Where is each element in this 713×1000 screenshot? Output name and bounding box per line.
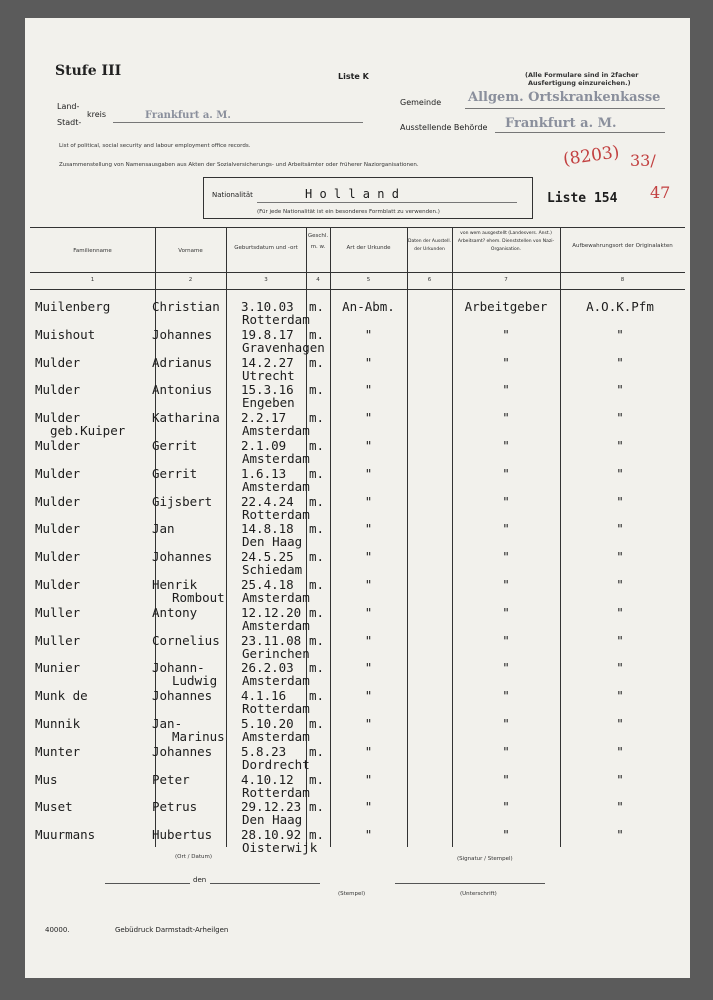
document-type-cell: " xyxy=(364,354,373,370)
col-num-3: 3 xyxy=(264,277,268,283)
stempel-label: (Stempel) xyxy=(338,891,366,897)
surname-cell: Mulder xyxy=(35,354,81,370)
liste-label: Liste K xyxy=(338,72,369,81)
birthdate-cell: 24.5.25 xyxy=(241,549,294,565)
birthplace-cell: Amsterdam xyxy=(242,673,310,689)
stufe-label: Stufe III xyxy=(55,63,122,79)
kreis-underline xyxy=(113,122,363,123)
col-head-6-text: Daten der Ausstell. der Urkunden xyxy=(407,239,452,252)
birthdate-cell: 15.3.16 xyxy=(241,382,294,398)
archive-cell: " xyxy=(616,688,624,704)
birthplace-cell: Utrecht xyxy=(242,367,295,383)
issuer-cell: " xyxy=(502,354,510,370)
birthplace-cell: Amsterdam xyxy=(242,478,310,494)
behoerde-stamp: Frankfurt a. M. xyxy=(505,116,617,131)
surname-cell: Mulder xyxy=(35,382,81,398)
archive-cell: " xyxy=(616,493,624,509)
col-head-4-text: Geschl. m. w. xyxy=(307,233,329,250)
header-bottom-border xyxy=(30,289,685,290)
table-row xyxy=(30,549,685,577)
table-row xyxy=(30,799,685,827)
issuer-cell: " xyxy=(502,771,510,787)
col-num-1: 1 xyxy=(90,277,95,283)
col-head-1: Familienname xyxy=(73,248,112,254)
signature-line xyxy=(395,883,545,884)
birthplace-cell: Den Haag xyxy=(242,534,303,550)
table-row xyxy=(30,327,685,355)
issuer-cell: " xyxy=(502,688,510,704)
col-num-4: 4 xyxy=(316,277,320,283)
den-line-right xyxy=(210,883,320,884)
birthdate-cell: 4.10.12 xyxy=(241,771,294,787)
sex-cell: m. xyxy=(309,549,325,565)
birthdate-cell: 4.1.16 xyxy=(241,688,287,704)
document-type-cell: An-Abm. xyxy=(342,299,395,314)
firstname-cell: Johann- xyxy=(152,660,205,676)
birthdate-cell: 5.10.20 xyxy=(241,716,294,731)
sex-cell: m. xyxy=(309,604,325,620)
table-row xyxy=(30,438,685,466)
issuer-cell: " xyxy=(502,326,510,342)
firstname-cell: Gerrit xyxy=(152,465,198,481)
records-table xyxy=(30,227,685,856)
archive-cell: " xyxy=(616,632,624,648)
col-head-4 xyxy=(306,231,330,253)
archive-cell: " xyxy=(616,326,624,342)
issuer-cell: " xyxy=(502,660,510,676)
birthplace-cell: Den Haag xyxy=(242,812,303,828)
behoerde-label: Ausstellende Behörde xyxy=(400,123,488,132)
surname-cell: Muishout xyxy=(35,326,96,342)
archive-cell: " xyxy=(616,716,624,731)
archive-cell: " xyxy=(616,604,624,620)
col-head-8 xyxy=(560,242,685,251)
list-english: List of political, social security and labour employment office records. xyxy=(59,143,251,149)
firstname-cell: Jan xyxy=(152,521,175,537)
col-head-7 xyxy=(452,230,560,254)
unterschrift-label: (Unterschrift) xyxy=(460,891,497,897)
land-label: Land- xyxy=(57,102,80,111)
archive-cell: " xyxy=(616,465,624,481)
document-type-cell: " xyxy=(364,799,373,815)
sex-cell: m. xyxy=(309,716,325,731)
surname-cell: Mulder xyxy=(35,465,81,481)
document-type-cell: " xyxy=(364,326,373,342)
surname-cell: Muller xyxy=(35,632,81,648)
kreis-stamp: Frankfurt a. M. xyxy=(145,110,231,121)
birthdate-cell: 22.4.24 xyxy=(241,493,294,509)
document-type-cell: " xyxy=(364,493,373,509)
firstname-cell: Henrik xyxy=(152,577,198,592)
firstname-cell: Johannes xyxy=(152,549,213,565)
sex-cell: m. xyxy=(309,493,325,509)
surname-cell: Mulder xyxy=(35,493,81,509)
ort-datum-label: (Ort / Datum) xyxy=(175,854,212,860)
table-row xyxy=(30,772,685,800)
nationality-label: Nationalität xyxy=(212,191,253,199)
document-type-cell: " xyxy=(364,688,373,704)
surname-cell: Muset xyxy=(35,799,73,815)
gemeinde-label: Gemeinde xyxy=(400,98,442,107)
birthplace-cell: Engeben xyxy=(242,395,295,411)
table-top-border xyxy=(30,227,685,228)
sex-cell: m. xyxy=(309,660,325,676)
issuer-cell: " xyxy=(502,438,510,453)
issuer-cell: " xyxy=(502,632,510,648)
firstname-cell: Christian xyxy=(152,299,220,314)
birthdate-cell: 5.8.23 xyxy=(241,743,287,759)
firstname-cell: Gijsbert xyxy=(152,493,213,509)
col-head-6 xyxy=(407,238,452,254)
firstname-line2-cell: Marinus xyxy=(172,729,225,744)
list-german: Zusammenstellung von Namensausgaben aus Akten der Sozialversicherungs- und Arbeitsämter oder früherer Naziorganisationen. xyxy=(59,162,419,168)
birthdate-cell: 2.1.09 xyxy=(241,438,287,453)
birthplace-cell: Rotterdam xyxy=(242,784,310,800)
sex-cell: m. xyxy=(309,326,325,342)
handwritten-fraction-bottom: 47 xyxy=(650,183,671,202)
document-type-cell: " xyxy=(364,410,373,426)
sex-cell: m. xyxy=(309,743,325,759)
liste-number: Liste 154 xyxy=(547,191,618,206)
sex-cell: m. xyxy=(309,438,325,453)
surname-cell: Mulder xyxy=(35,438,81,453)
document-type-cell: " xyxy=(364,577,373,592)
sex-cell: m. xyxy=(309,410,325,426)
document-type-cell: " xyxy=(364,549,373,565)
document-type-cell: " xyxy=(364,827,373,843)
firstname-cell: Cornelius xyxy=(152,632,220,648)
note-line-1: (Alle Formulare sind in 2facher xyxy=(525,71,639,79)
issuer-cell: " xyxy=(502,521,510,537)
table-row xyxy=(30,660,685,688)
den-line-left xyxy=(105,883,190,884)
col-head-8-text: Aufbewahrungsort der Originalakten xyxy=(572,243,673,249)
header-number-border xyxy=(30,272,685,273)
table-row xyxy=(30,605,685,633)
birthdate-cell: 28.10.92 xyxy=(241,827,302,843)
document-type-cell: " xyxy=(364,382,373,398)
birthplace-cell: Rotterdam xyxy=(242,701,310,717)
birthplace-cell: Dordrecht xyxy=(242,756,310,772)
archive-cell: A.O.K.Pfm xyxy=(586,299,654,314)
issuer-cell: " xyxy=(502,410,510,426)
sex-cell: m. xyxy=(309,299,325,314)
birthplace-cell: Amsterdam xyxy=(242,423,310,439)
birthplace-cell: Amsterdam xyxy=(242,617,310,633)
archive-cell: " xyxy=(616,438,624,453)
document-type-cell: " xyxy=(364,465,373,481)
archive-cell: " xyxy=(616,827,624,843)
issuer-cell: " xyxy=(502,716,510,731)
issuer-cell: " xyxy=(502,827,510,843)
gemeinde-stamp: Allgem. Ortskrankenkasse xyxy=(468,90,661,105)
nationality-underline xyxy=(257,202,517,203)
sex-cell: m. xyxy=(309,354,325,370)
firstname-cell: Gerrit xyxy=(152,438,198,453)
firstname-cell: Peter xyxy=(152,771,190,787)
archive-cell: " xyxy=(616,354,624,370)
firstname-cell: Jan- xyxy=(152,716,183,731)
col-head-2: Vorname xyxy=(178,248,203,254)
birthdate-cell: 14.2.27 xyxy=(241,354,294,370)
issuer-cell: " xyxy=(502,577,510,592)
firstname-cell: Petrus xyxy=(152,799,198,815)
table-row xyxy=(30,577,685,605)
birthdate-cell: 12.12.20 xyxy=(241,604,302,620)
surname-cell: Mulder xyxy=(35,577,81,592)
document-type-cell: " xyxy=(364,660,373,676)
surname-cell: Muller xyxy=(35,604,81,620)
print-number: 40000. xyxy=(45,926,70,934)
firstname-cell: Johannes xyxy=(152,688,213,704)
surname-cell: Mulder xyxy=(35,410,81,426)
birthdate-cell: 19.8.17 xyxy=(241,326,294,342)
firstname-line2-cell: Rombout xyxy=(172,590,225,605)
firstname-cell: Adrianus xyxy=(152,354,213,370)
sex-cell: m. xyxy=(309,382,325,398)
table-row xyxy=(30,744,685,772)
document-type-cell: " xyxy=(364,632,373,648)
archive-cell: " xyxy=(616,743,624,759)
firstname-cell: Antonius xyxy=(152,382,213,398)
table-row xyxy=(30,494,685,522)
archive-cell: " xyxy=(616,660,624,676)
col-head-3 xyxy=(226,244,306,253)
archive-cell: " xyxy=(616,577,624,592)
archive-cell: " xyxy=(616,410,624,426)
birthdate-cell: 26.2.03 xyxy=(241,660,294,676)
col-head-5 xyxy=(330,244,407,253)
birthdate-cell: 23.11.08 xyxy=(241,632,302,648)
sex-cell: m. xyxy=(309,799,325,815)
table-row xyxy=(30,688,685,716)
birthdate-cell: 1.6.13 xyxy=(241,465,287,481)
col-num-8: 8 xyxy=(620,277,625,283)
table-row xyxy=(30,521,685,549)
surname-cell: Munier xyxy=(35,660,81,676)
table-row xyxy=(30,382,685,410)
surname-cell: Munk de xyxy=(35,688,88,704)
sex-cell: m. xyxy=(309,632,325,648)
col-num-5: 5 xyxy=(366,277,371,283)
archive-cell: " xyxy=(616,771,624,787)
archive-cell: " xyxy=(616,549,624,565)
handwritten-number: (8203) xyxy=(561,142,621,170)
den-label: den xyxy=(193,876,207,884)
printer-label: Gebüdruck Darmstadt-Arheilgen xyxy=(115,926,229,934)
surname-cell: Munnik xyxy=(35,716,81,731)
col-num-6: 6 xyxy=(427,277,432,283)
sex-cell: m. xyxy=(309,521,325,537)
signatur-label: (Signatur / Stempel) xyxy=(457,856,513,862)
issuer-cell: " xyxy=(502,465,510,481)
birthplace-cell: Gravenhagen xyxy=(242,339,325,355)
surname-cell: Muurmans xyxy=(35,827,96,843)
document-type-cell: " xyxy=(364,521,373,537)
birthdate-cell: 2.2.17 xyxy=(241,410,287,426)
document-sheet xyxy=(25,18,690,978)
gemeinde-underline xyxy=(465,108,665,109)
firstname-cell: Katharina xyxy=(152,410,220,426)
table-row xyxy=(30,633,685,661)
issuer-cell: " xyxy=(502,493,510,509)
firstname-cell: Antony xyxy=(152,604,198,620)
surname-cell: Munter xyxy=(35,743,81,759)
table-row xyxy=(30,716,685,744)
document-type-cell: " xyxy=(364,743,373,759)
col-num-2: 2 xyxy=(188,277,193,283)
birthplace-cell: Amsterdam xyxy=(242,729,310,744)
birthdate-cell: 14.8.18 xyxy=(241,521,294,537)
table-row xyxy=(30,355,685,383)
document-type-cell: " xyxy=(364,604,373,620)
kreis-label: kreis xyxy=(87,110,107,119)
birthplace-cell: Rotterdam xyxy=(242,506,310,522)
sex-cell: m. xyxy=(309,827,325,843)
handwritten-fraction-top: 33/ xyxy=(630,151,656,170)
surname-cell: Mulder xyxy=(35,521,81,537)
sex-cell: m. xyxy=(309,771,325,787)
issuer-cell: " xyxy=(502,743,510,759)
nationality-note: (Für jede Nationalität ist ein besonderes Formblatt zu verwenden.) xyxy=(257,209,440,215)
surname-cell: Muilenberg xyxy=(35,299,111,314)
col-head-5-text: Art der Urkunde xyxy=(346,245,391,251)
table-row xyxy=(30,466,685,494)
surname-cell: Mus xyxy=(35,771,58,787)
issuer-cell: " xyxy=(502,382,510,398)
firstname-cell: Johannes xyxy=(152,743,213,759)
birthdate-cell: 25.4.18 xyxy=(241,577,294,592)
nationality-value: H o l l a n d xyxy=(305,187,399,201)
birthplace-cell: Amsterdam xyxy=(242,451,310,466)
firstname-cell: Hubertus xyxy=(152,827,213,843)
sex-cell: m. xyxy=(309,688,325,704)
surname-cell: Mulder xyxy=(35,549,81,565)
surname-line2-cell: geb.Kuiper xyxy=(50,423,126,439)
birthplace-cell: Gerinchen xyxy=(242,645,310,661)
note-line-2: Ausfertigung einzureichen.) xyxy=(528,79,631,87)
issuer-cell: " xyxy=(502,604,510,620)
document-type-cell: " xyxy=(364,771,373,787)
issuer-cell: " xyxy=(502,549,510,565)
behoerde-underline xyxy=(495,132,665,133)
issuer-cell: Arbeitgeber xyxy=(464,299,548,314)
birthplace-cell: Oisterwijk xyxy=(242,840,318,856)
stadt-label: Stadt- xyxy=(57,118,82,127)
col-head-3-text: Geburtsdatum und -ort xyxy=(234,245,298,251)
archive-cell: " xyxy=(616,799,624,815)
document-type-cell: " xyxy=(364,716,373,731)
table-row xyxy=(30,827,685,855)
birthplace-cell: Rotterdam xyxy=(242,312,310,327)
birthplace-cell: Amsterdam xyxy=(242,590,310,605)
col-head-7-text: von wem ausgestellt (Landesvers. Anst.) Arbeitsamt? ehem. Dienststellen von Nazi-Organisation. xyxy=(457,231,555,252)
firstname-line2-cell: Ludwig xyxy=(172,673,218,689)
birthdate-cell: 29.12.23 xyxy=(241,799,302,815)
archive-cell: " xyxy=(616,382,624,398)
sex-cell: m. xyxy=(309,465,325,481)
document-type-cell: " xyxy=(364,438,373,453)
birthdate-cell: 3.10.03 xyxy=(241,299,294,314)
table-row xyxy=(30,410,685,438)
archive-cell: " xyxy=(616,521,624,537)
col-num-7: 7 xyxy=(504,277,508,283)
firstname-cell: Johannes xyxy=(152,326,213,342)
sex-cell: m. xyxy=(309,577,325,592)
birthplace-cell: Schiedam xyxy=(242,562,303,578)
table-row xyxy=(30,299,685,327)
issuer-cell: " xyxy=(502,799,510,815)
